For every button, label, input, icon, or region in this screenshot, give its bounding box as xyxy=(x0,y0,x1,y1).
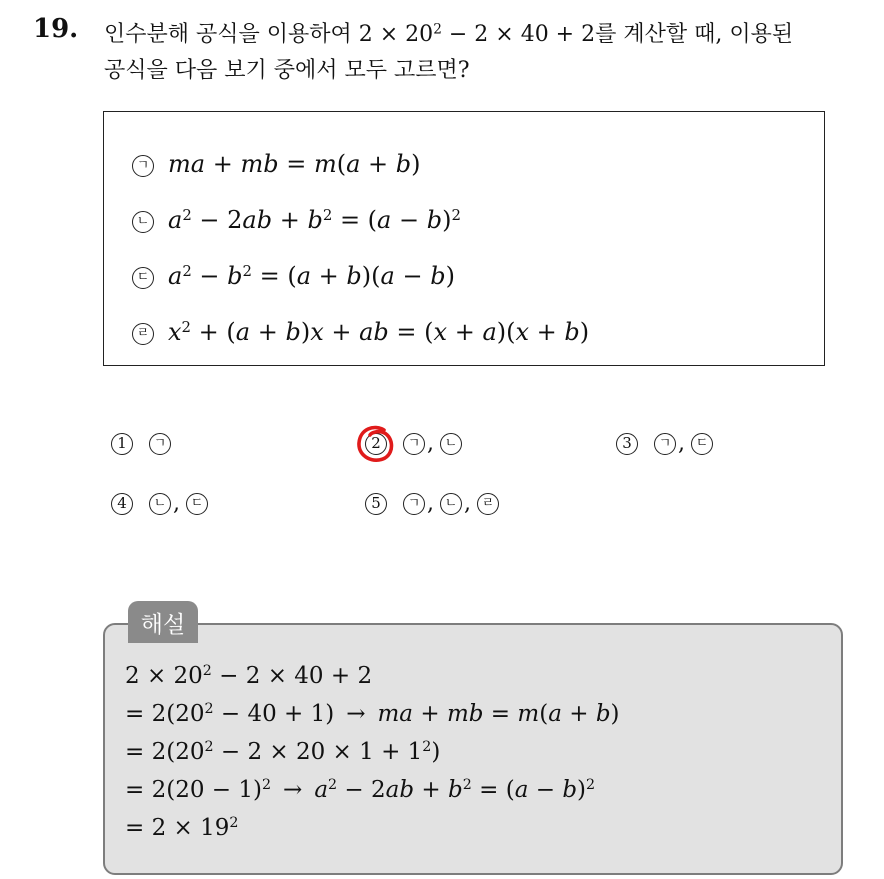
choice-3[interactable]: 3 ㄱ , ㄷ xyxy=(616,431,713,456)
choice-4[interactable]: 4 ㄴ , ㄷ xyxy=(111,491,208,516)
item-formula: $a^2 - 2ab + b^2 = (a - b)^2$ xyxy=(168,205,461,234)
question-text-part1: 인수분해 공식을 이용하여 xyxy=(104,22,359,47)
choice-label: ㄱ xyxy=(403,433,425,455)
choice-label: ㄱ xyxy=(149,433,171,455)
solution-line-1: $2 \times 20^2 - 2 \times 40 + 2$ xyxy=(125,663,373,689)
question-number: 19. xyxy=(33,14,79,44)
item-label-circle: ㄷ xyxy=(132,267,154,289)
question-expression: $2 \times 20^2 - 2 \times 40 + 2$ xyxy=(358,21,596,47)
solution-formula-note: $a^2 - 2ab + b^2 = (a - b)^2$ xyxy=(314,777,596,803)
item-formula: $a^2 - b^2 = (a + b)(a - b)$ xyxy=(168,261,455,290)
choice-number: 2 xyxy=(365,433,387,455)
choice-1[interactable] xyxy=(111,431,171,456)
box-item-2 xyxy=(132,206,461,234)
choice-label: ㄴ xyxy=(440,493,462,515)
item-formula: ma + mb = m(a + b) xyxy=(168,150,421,178)
choice-2[interactable]: 2 ㄱ , ㄴ xyxy=(365,431,462,456)
box-item-4 xyxy=(132,318,589,346)
question-text-part2: 를 계산할 때, 이용된 xyxy=(595,22,794,47)
arrow-icon: → xyxy=(283,777,303,803)
item-label-circle: ㄴ xyxy=(132,211,154,233)
choice-label: ㄱ xyxy=(654,433,676,455)
choice-5[interactable]: 5 ㄱ , ㄴ , ㄹ xyxy=(365,491,499,516)
choice-label: ㄷ xyxy=(691,433,713,455)
choice-number: 4 xyxy=(111,493,133,515)
arrow-icon: → xyxy=(346,701,366,727)
options-box xyxy=(103,111,825,366)
solution-tab: 해설 xyxy=(128,601,198,643)
question-text xyxy=(104,17,874,89)
choice-number: 3 xyxy=(616,433,638,455)
box-item-3 xyxy=(132,262,455,290)
solution-line-2: = $2(20^2 - 40 + 1)$ → ma + mb = m(a + b) xyxy=(125,701,620,727)
choice-label: ㄴ xyxy=(149,493,171,515)
box-item-1 xyxy=(132,150,421,178)
item-label-circle: ㄹ xyxy=(132,323,154,345)
choice-number: 5 xyxy=(365,493,387,515)
solution-line-5: = $2 \times 19^2$ xyxy=(125,815,239,841)
solution-line-4: = $2(20 - 1)^2 \to a^2 - 2ab + b^2 = (a - b)^2$ xyxy=(125,777,596,803)
solution-formula-note: ma + mb = m(a + b) xyxy=(377,701,620,727)
choice-label: ㄴ xyxy=(440,433,462,455)
item-label-circle: ㄱ xyxy=(132,155,154,177)
solution-line-3: = $2(20^2 - 2 \times 20 \times 1 + 1^2)$ xyxy=(125,739,441,765)
choice-label: ㄱ xyxy=(403,493,425,515)
item-formula: $x^2 + (a + b)x$ + ab = (x + a)(x + b) xyxy=(168,317,590,346)
question-line-2: 공식을 다음 보기 중에서 모두 고르면? xyxy=(104,58,470,83)
choice-label: ㄹ xyxy=(477,493,499,515)
choice-number: 1 xyxy=(111,433,133,455)
solution-box xyxy=(103,623,843,875)
choice-label: ㄷ xyxy=(186,493,208,515)
question-line-1 xyxy=(104,17,874,53)
